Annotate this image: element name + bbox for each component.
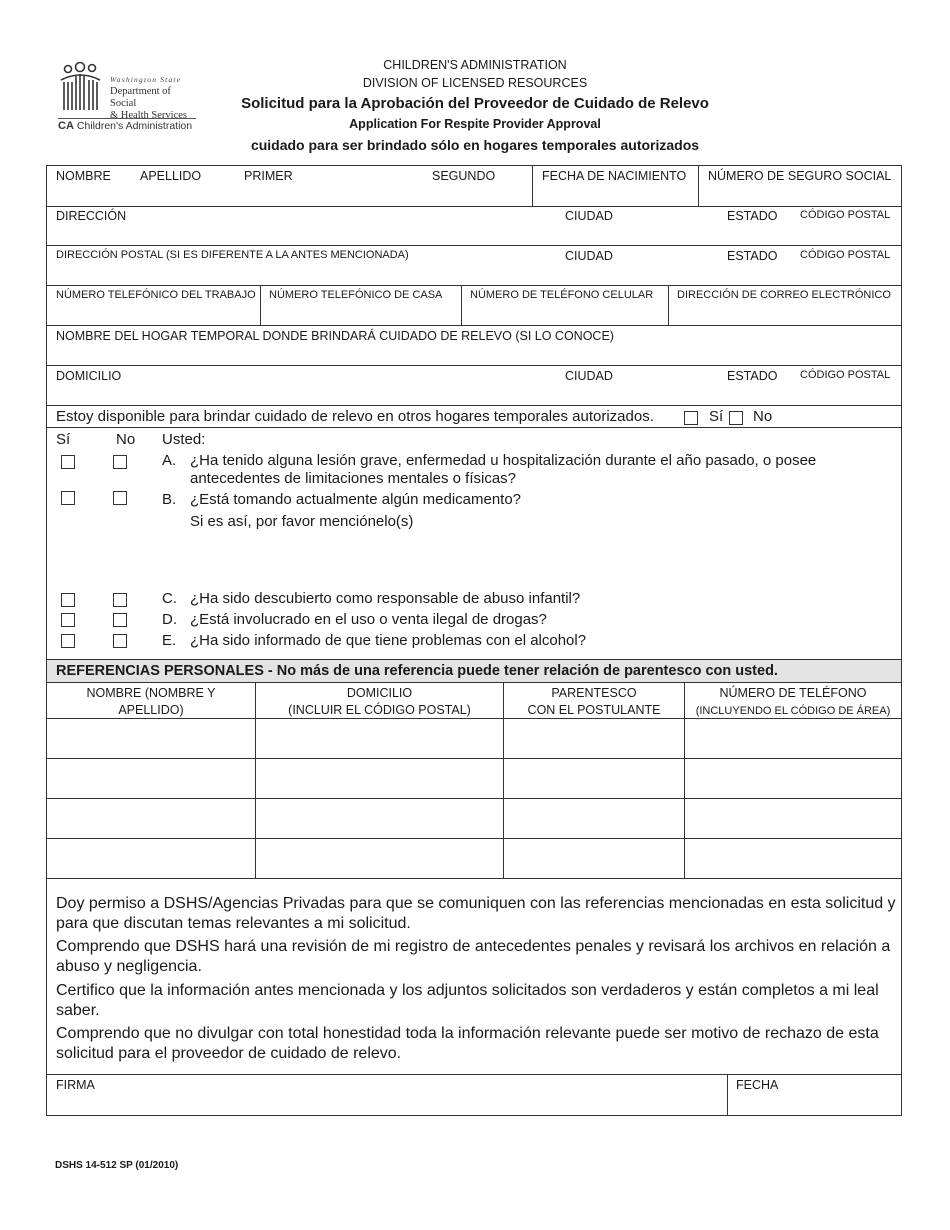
question-c-yes-checkbox[interactable] xyxy=(61,593,75,607)
ref-row2-domicilio-input[interactable] xyxy=(256,759,503,798)
availability-yes-checkbox[interactable] xyxy=(684,411,698,425)
statement-permission: Doy permiso a DSHS/Agencias Privadas para que se comuniquen con las referencias mencionadas en esta solicitud y para que discutan temas relevantes a mi solicitud. xyxy=(56,895,896,932)
logo-state: Washington State xyxy=(110,75,182,84)
form-title: Solicitud para la Aprobación del Proveedor de Cuidado de Relevo xyxy=(241,95,709,112)
hogar-temporal-field[interactable]: NOMBRE DEL HOGAR TEMPORAL DONDE BRINDARÁ CUIDADO DE RELEVO (SI LO CONOCE) xyxy=(56,329,614,343)
ref-row1-nombre-input[interactable] xyxy=(47,719,255,758)
statement-background-check: Comprendo que DSHS hará una revisión de mi registro de antecedentes penales y revisará los archivos en relación a abuso y negligencia. xyxy=(56,938,891,975)
question-d-line1: ¿Está involucrado en el uso o venta ilegal de drogas? xyxy=(190,611,547,628)
ciudad-postal-field[interactable]: CIUDAD xyxy=(565,249,613,263)
col-divider xyxy=(668,285,669,325)
estado-hogar-field[interactable]: ESTADO xyxy=(727,369,778,383)
ref-col-nombre-line1: NOMBRE (NOMBRE Y xyxy=(86,686,216,700)
col-divider xyxy=(727,1074,728,1116)
col-divider xyxy=(532,165,533,206)
ciudad-field[interactable]: CIUDAD xyxy=(565,209,613,223)
codigo-postal-hogar-field[interactable]: CÓDIGO POSTAL xyxy=(800,369,891,381)
question-e-no-checkbox[interactable] xyxy=(113,634,127,648)
header-line1: CHILDREN'S ADMINISTRATION xyxy=(383,58,567,72)
ref-col-parentesco xyxy=(504,685,684,719)
ref-row2-nombre-input[interactable] xyxy=(47,759,255,798)
row-divider xyxy=(46,427,902,428)
segundo-nombre-field[interactable]: SEGUNDO xyxy=(432,169,496,183)
ciudad-hogar-field[interactable]: CIUDAD xyxy=(565,369,613,383)
ref-col-nombre xyxy=(47,685,255,719)
question-d-no-checkbox[interactable] xyxy=(113,613,127,627)
header-line2: DIVISION OF LICENSED RESOURCES xyxy=(362,76,588,90)
question-c-line1: ¿Ha sido descubierto como responsable de abuso infantil? xyxy=(190,590,581,607)
col-divider xyxy=(698,165,699,206)
domicilio-field[interactable]: DOMICILIO xyxy=(56,369,122,383)
question-a-no-checkbox[interactable] xyxy=(113,455,127,469)
estado-postal-field[interactable]: ESTADO xyxy=(727,249,778,263)
ref-row4-telefono-input[interactable] xyxy=(685,839,901,878)
ref-row4-nombre-input[interactable] xyxy=(47,839,255,878)
row-divider xyxy=(46,325,902,326)
form-subtitle-es: cuidado para ser brindado sólo en hogares temporales autorizados xyxy=(250,137,700,153)
ref-row3-telefono-input[interactable] xyxy=(685,799,901,838)
col-divider xyxy=(260,285,261,325)
direccion-postal-field[interactable]: DIRECCIÓN POSTAL (SI ES DIFERENTE A LA ANTES MENCIONADA) xyxy=(56,249,409,261)
tel-casa-field[interactable]: NÚMERO TELEFÓNICO DE CASA xyxy=(269,289,443,301)
nombre-label: NOMBRE xyxy=(56,169,111,183)
logo-agency-line2: & Health Services xyxy=(110,110,187,121)
question-e-letter: E. xyxy=(162,632,177,649)
question-a-yes-checkbox[interactable] xyxy=(61,455,75,469)
logo-agency-line1: Department of Social xyxy=(110,86,171,109)
ref-row3-domicilio-input[interactable] xyxy=(256,799,503,838)
ref-col-parentesco-line1: PARENTESCO xyxy=(551,686,637,700)
tel-celular-field[interactable]: NÚMERO DE TELÉFONO CELULAR xyxy=(470,289,654,301)
statement-certification: Certifico que la información antes mencionada y los adjuntos solicitados son verdaderos y están completos a mi leal saber. xyxy=(56,982,879,1019)
ref-row4-domicilio-input[interactable] xyxy=(256,839,503,878)
correo-field[interactable]: DIRECCIÓN DE CORREO ELECTRÓNICO xyxy=(677,289,891,301)
question-c-no-checkbox[interactable] xyxy=(113,593,127,607)
seguro-social-field[interactable]: NÚMERO DE SEGURO SOCIAL xyxy=(708,169,892,183)
questions-col-yes: Sí xyxy=(56,431,71,448)
ref-row3-parentesco-input[interactable] xyxy=(504,799,684,838)
codigo-postal-field[interactable]: CÓDIGO POSTAL xyxy=(800,209,891,221)
row-divider xyxy=(46,1074,902,1075)
availability-text: Estoy disponible para brindar cuidado de relevo en otros hogares temporales autorizados. xyxy=(56,408,654,425)
ref-row1-telefono-input[interactable] xyxy=(685,719,901,758)
tel-trabajo-field[interactable]: NÚMERO TELEFÓNICO DEL TRABAJO xyxy=(56,289,256,301)
row-divider xyxy=(46,365,902,366)
question-d-yes-checkbox[interactable] xyxy=(61,613,75,627)
availability-no-checkbox[interactable] xyxy=(729,411,743,425)
direccion-field[interactable]: DIRECCIÓN xyxy=(56,209,127,223)
logo-ca-name: Children's Administration xyxy=(76,120,193,132)
codigo-postal-postal-field[interactable]: CÓDIGO POSTAL xyxy=(800,249,891,261)
estado-field[interactable]: ESTADO xyxy=(727,209,778,223)
questions-col-no: No xyxy=(116,431,136,448)
ref-row1-domicilio-input[interactable] xyxy=(256,719,503,758)
question-e-yes-checkbox[interactable] xyxy=(61,634,75,648)
question-d-letter: D. xyxy=(162,611,177,628)
primer-nombre-field[interactable]: PRIMER xyxy=(244,169,293,183)
form-number: DSHS 14-512 SP (01/2010) xyxy=(55,1160,179,1171)
ref-row2-telefono-input[interactable] xyxy=(685,759,901,798)
question-b-no-checkbox[interactable] xyxy=(113,491,127,505)
apellido-field[interactable]: APELLIDO xyxy=(140,169,202,183)
fecha-nacimiento-field[interactable]: FECHA DE NACIMIENTO xyxy=(542,169,687,183)
statement-honesty: Comprendo que no divulgar con total honestidad toda la información relevante puede ser motivo de rechazo de esta solicitud para el proveedor de cuidado de relevo. xyxy=(56,1025,879,1062)
row-divider xyxy=(46,878,902,879)
ref-col-nombre-line2: APELLIDO) xyxy=(118,703,184,717)
ref-col-parentesco-line2: CON EL POSTULANTE xyxy=(527,703,661,717)
logo-ca-abbr: CA xyxy=(58,120,74,132)
row-divider xyxy=(46,245,902,246)
ref-row3-nombre-input[interactable] xyxy=(47,799,255,838)
ref-col-domicilio-line1: DOMICILIO xyxy=(346,686,413,700)
question-a-line1: ¿Ha tenido alguna lesión grave, enfermedad u hospitalización durante el año pasado, o posee xyxy=(190,452,817,469)
questions-intro: Usted: xyxy=(162,431,206,448)
fecha-field[interactable]: FECHA xyxy=(736,1078,779,1092)
ref-col-telefono-line2: (INCLUYENDO EL CÓDIGO DE ÁREA) xyxy=(695,705,891,717)
references-heading: REFERENCIAS PERSONALES - No más de una referencia puede tener relación de parentesco con usted. xyxy=(47,660,901,682)
ref-col-domicilio xyxy=(256,685,503,719)
ref-row1-parentesco-input[interactable] xyxy=(504,719,684,758)
question-a-line2: antecedentes de limitaciones mentales o físicas? xyxy=(190,470,517,487)
row-divider xyxy=(46,285,902,286)
row-divider xyxy=(46,682,902,683)
question-b-yes-checkbox[interactable] xyxy=(61,491,75,505)
availability-no-label: No xyxy=(753,408,773,425)
question-a-letter: A. xyxy=(162,452,177,469)
question-e-line1: ¿Ha sido informado de que tiene problemas con el alcohol? xyxy=(190,632,587,649)
row-divider xyxy=(46,206,902,207)
col-divider xyxy=(461,285,462,325)
question-b-line1: ¿Está tomando actualmente algún medicamento? xyxy=(190,491,522,508)
ref-col-domicilio-line2: (INCLUIR EL CÓDIGO POSTAL) xyxy=(288,703,471,717)
ref-row2-parentesco-input[interactable] xyxy=(504,759,684,798)
question-c-letter: C. xyxy=(162,590,177,607)
firma-field[interactable]: FIRMA xyxy=(56,1078,95,1092)
row-divider xyxy=(46,405,902,406)
question-b-line2: Si es así, por favor menciónelo(s) xyxy=(190,513,414,530)
ref-row4-parentesco-input[interactable] xyxy=(504,839,684,878)
question-b-letter: B. xyxy=(162,491,177,508)
ref-col-telefono xyxy=(685,685,901,720)
form-subtitle-en: Application For Respite Provider Approval xyxy=(349,117,601,131)
availability-yes-label: Sí xyxy=(709,408,724,425)
ref-col-telefono-line1: NÚMERO DE TELÉFONO xyxy=(719,686,867,700)
